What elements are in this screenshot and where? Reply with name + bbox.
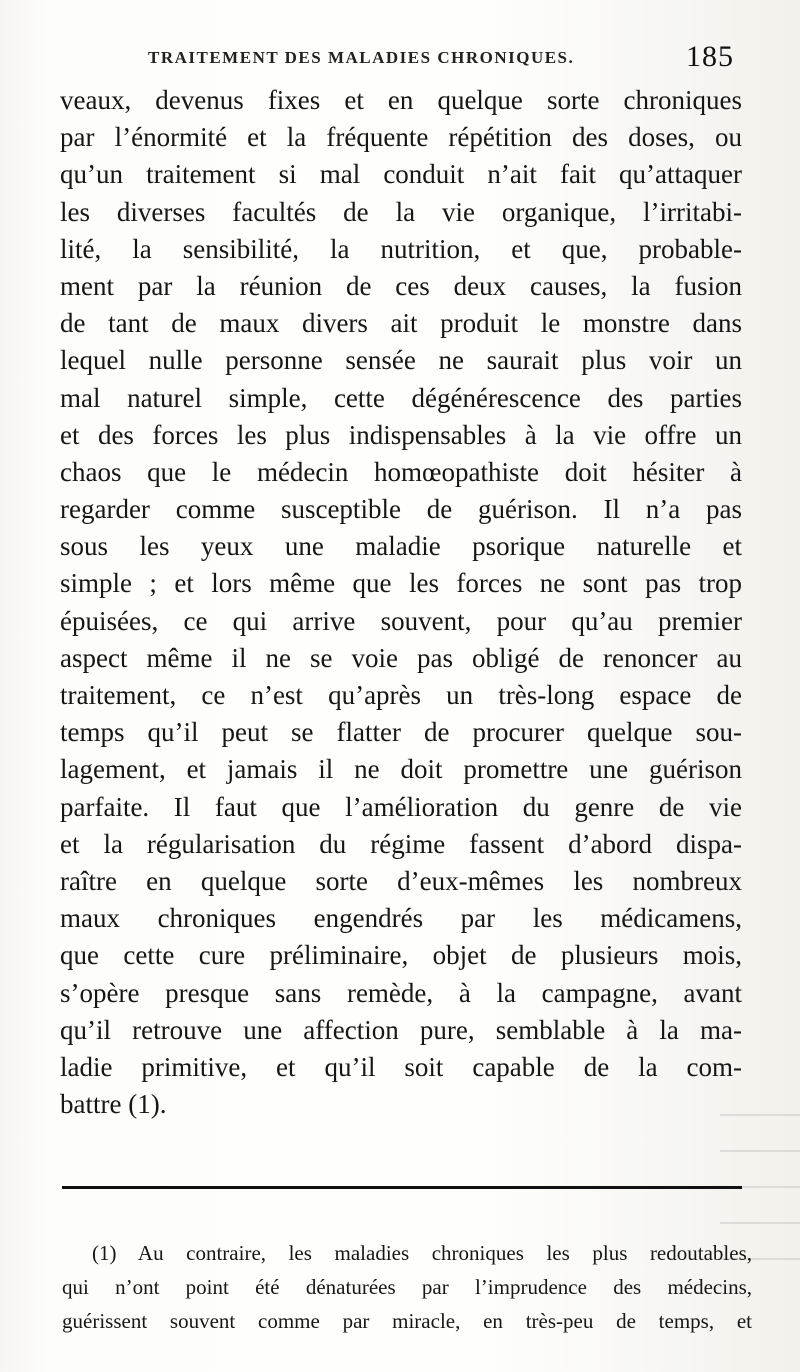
text-line: de tant de maux divers ait produit le monstre dans — [60, 308, 742, 339]
text-line: qu’il retrouve une affection pure, semblable à la ma- — [60, 1014, 742, 1045]
text-line: par l’énormité et la fréquente répétition des doses, ou — [60, 122, 742, 153]
footnote-line: qui n’ont point été dénaturées par l’imprudence des médecins, — [62, 1275, 752, 1299]
text-line: les diverses facultés de la vie organique, l’irritabi- — [60, 196, 742, 227]
footnote-line: (1) Au contraire, les maladies chroniques les plus redoutables, — [92, 1241, 752, 1265]
text-line: épuisées, ce qui arrive souvent, pour qu’au premier — [60, 605, 742, 636]
footnote-line: guérissent souvent comme par miracle, en très-peu de temps, et — [62, 1309, 752, 1333]
footnote-separator-rule — [62, 1186, 742, 1189]
text-line: traitement, ce n’est qu’après un très-long espace de — [60, 680, 742, 710]
text-line: aspect même il ne se voie pas obligé de renoncer au — [60, 642, 742, 673]
text-line: regarder comme susceptible de guérison. Il n’a pas — [60, 494, 742, 525]
text-line: parfaite. Il faut que l’amélioration du genre de vie — [60, 791, 742, 822]
page-number: 185 — [686, 40, 734, 73]
text-line: s’opère presque sans remède, à la campagne, avant — [60, 977, 742, 1008]
text-line: que cette cure préliminaire, objet de plusieurs mois, — [60, 940, 742, 971]
text-line: chaos que le médecin homœopathiste doit hésiter à — [60, 456, 742, 487]
text-line: ment par la réunion de ces deux causes, la fusion — [60, 270, 742, 301]
text-line: raître en quelque sorte d’eux-mêmes les nombreux — [60, 865, 742, 896]
text-line: maux chroniques engendrés par les médicamens, — [60, 903, 742, 934]
text-line: qu’un traitement si mal conduit n’ait fait qu’attaquer — [60, 159, 742, 190]
page-header — [60, 38, 740, 78]
main-text-block — [60, 82, 742, 1123]
text-line: simple ; et lors même que les forces ne sont pas trop — [60, 568, 742, 599]
text-line: et la régularisation du régime fassent d’abord dispa- — [60, 828, 742, 859]
footnote-block — [62, 1236, 752, 1338]
text-line: lité, la sensibilité, la nutrition, et que, probable- — [60, 233, 742, 264]
text-line: battre (1). — [60, 1089, 167, 1120]
text-line: lequel nulle personne sensée ne saurait plus voir un — [60, 345, 742, 376]
text-line: mal naturel simple, cette dégénérescence des parties — [60, 382, 742, 413]
text-line: ladie primitive, et qu’il soit capable de la com- — [60, 1051, 742, 1082]
text-line: sous les yeux une maladie psorique naturelle et — [60, 531, 742, 562]
text-line: temps qu’il peut se flatter de procurer quelque sou- — [60, 717, 742, 748]
running-title: TRAITEMENT DES MALADIES CHRONIQUES. — [148, 48, 575, 67]
text-line: et des forces les plus indispensables à la vie offre un — [60, 419, 742, 450]
text-line: veaux, devenus fixes et en quelque sorte chroniques — [60, 85, 742, 115]
text-line: lagement, et jamais il ne doit promettre une guérison — [60, 754, 742, 785]
